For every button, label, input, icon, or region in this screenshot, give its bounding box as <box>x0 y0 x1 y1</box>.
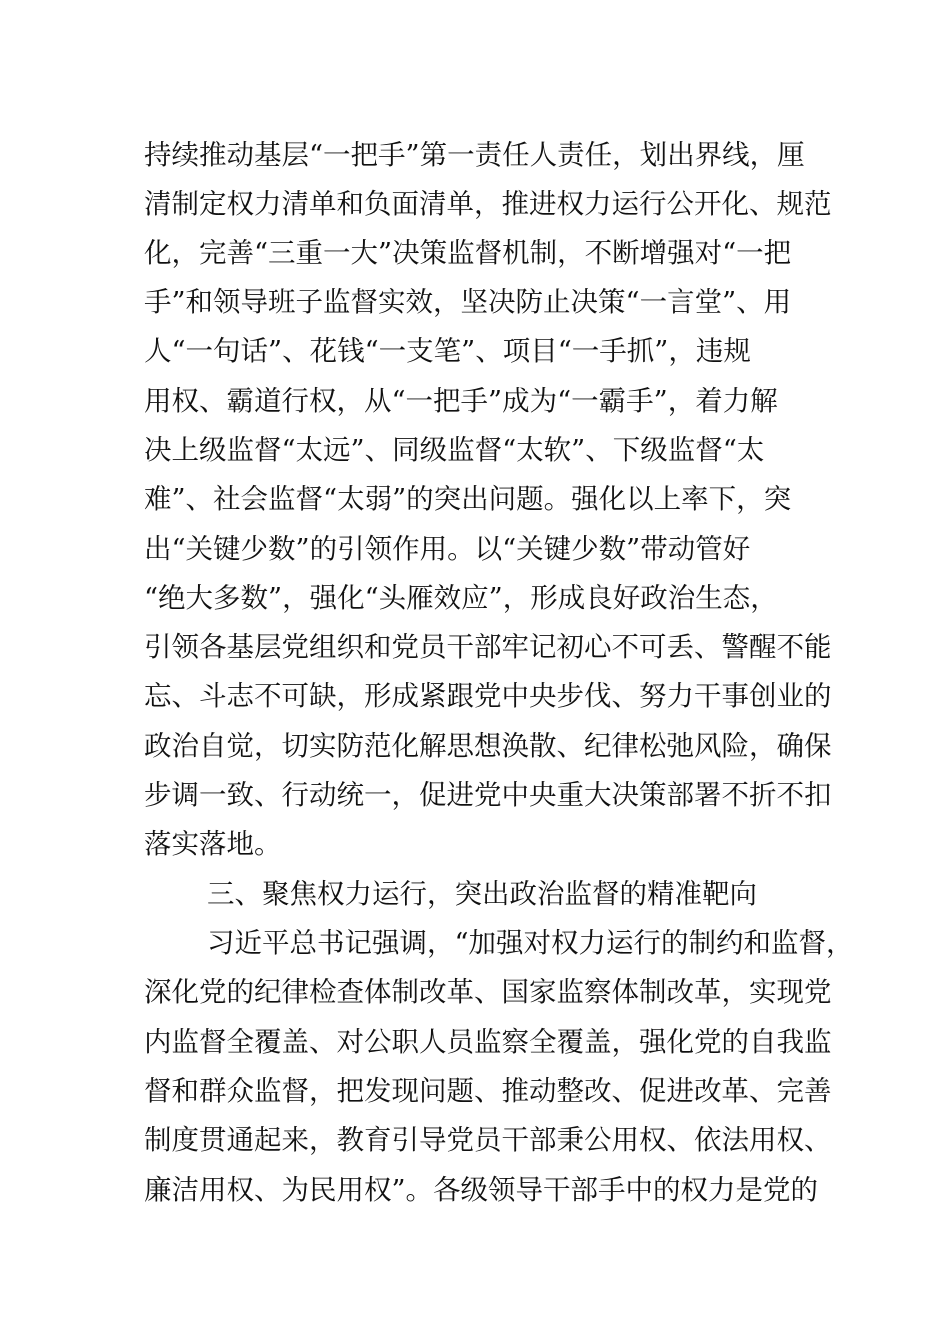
paragraph-line: 督和群众监督，把发现问题、推动整改、促进改革、完善 <box>144 1075 832 1107</box>
paragraph-line: 政治自觉，切实防范化解思想涣散、纪律松弛风险，确保 <box>144 730 832 762</box>
paragraph-line: 决上级监督“太远”、同级监督“太软”、下级监督“太 <box>144 434 765 466</box>
paragraph-line: 廉洁用权、为民用权”。各级领导干部手中的权力是党的 <box>144 1174 819 1206</box>
paragraph-line: 内监督全覆盖、对公职人员监察全覆盖，强化党的自我监 <box>144 1026 832 1058</box>
paragraph-line: 落实落地。 <box>144 828 282 860</box>
paragraph-line: 引领各基层党组织和党员干部牢记初心不可丢、警醒不能 <box>144 631 832 663</box>
paragraph-line: 持续推动基层“一把手”第一责任人责任，划出界线，厘 <box>144 139 805 171</box>
paragraph-line: 清制定权力清单和负面清单，推进权力运行公开化、规范 <box>144 188 832 220</box>
paragraph-line: 制度贯通起来，教育引导党员干部秉公用权、依法用权、 <box>144 1124 832 1156</box>
paragraph-line: 习近平总书记强调，“加强对权力运行的制约和监督， <box>207 927 854 959</box>
paragraph-line: 手”和领导班子监督实效，坚决防止决策“一言堂”、用 <box>144 286 792 318</box>
paragraph-line: 步调一致、行动统一，促进党中央重大决策部署不折不扣 <box>144 779 832 811</box>
paragraph-line: 出“关键少数”的引领作用。以“关键少数”带动管好 <box>144 533 751 565</box>
paragraph-line: 深化党的纪律检查体制改革、国家监察体制改革，实现党 <box>144 976 832 1008</box>
paragraph-line: 化，完善“三重一大”决策监督机制，不断增强对“一把 <box>144 237 792 269</box>
paragraph-line: “绝大多数”，强化“头雁效应”，形成良好政治生态， <box>144 582 778 614</box>
paragraph-line: 人“一句话”、花钱“一支笔”、项目“一手抓”，违规 <box>144 335 751 367</box>
paragraph-line: 用权、霸道行权，从“一把手”成为“一霸手”，着力解 <box>144 385 778 417</box>
section-heading: 三、聚焦权力运行，突出政治监督的精准靶向 <box>207 878 757 910</box>
paragraph-line: 忘、斗志不可缺，形成紧跟党中央步伐、努力干事创业的 <box>144 680 832 712</box>
paragraph-line: 难”、社会监督“太弱”的突出问题。强化以上率下，突 <box>144 483 792 515</box>
